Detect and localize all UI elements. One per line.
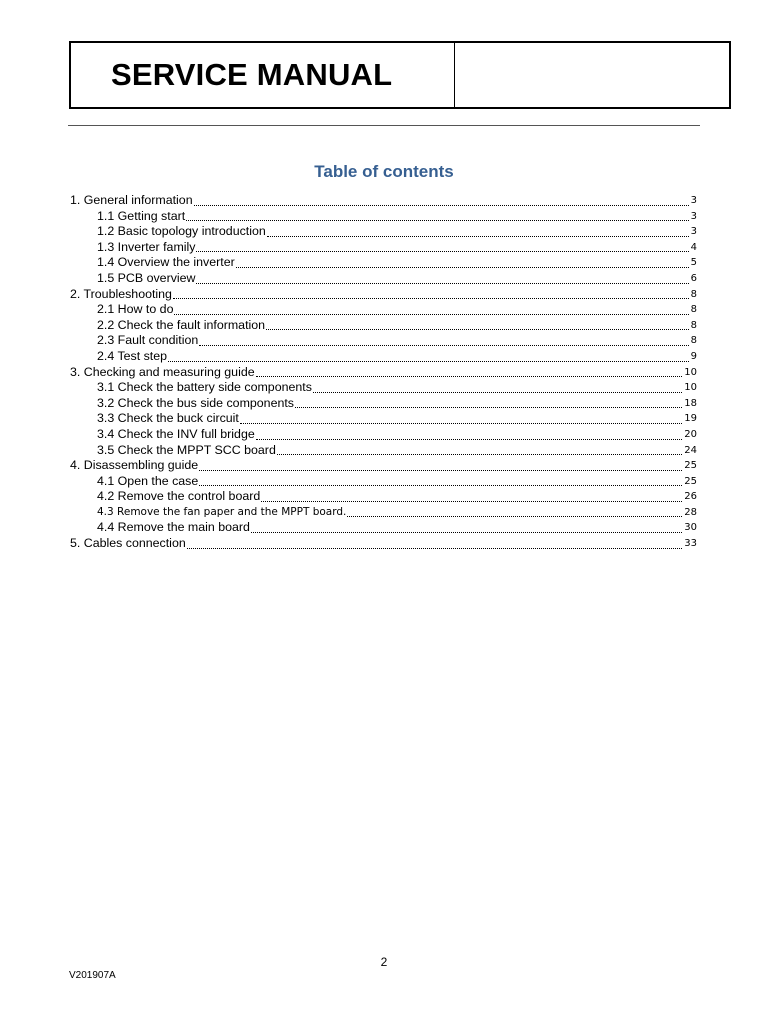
toc-entry-title: 2.2 Check the fault information	[97, 317, 266, 332]
toc-entry-title: 1.2 Basic topology introduction	[97, 224, 266, 239]
toc-entry[interactable]	[70, 302, 697, 318]
dot-leader	[196, 283, 688, 284]
toc-entry-title: 1. General information	[70, 193, 193, 207]
dot-leader	[173, 298, 689, 299]
toc-entry-title: 2.1 How to do	[97, 302, 174, 317]
toc-entry[interactable]	[70, 458, 697, 474]
toc-entry[interactable]	[70, 193, 697, 209]
toc-entry-page: 8	[690, 304, 697, 316]
toc-entry[interactable]	[70, 271, 697, 287]
toc-entry[interactable]	[70, 255, 697, 271]
toc-entry[interactable]	[70, 396, 697, 412]
toc-entry-page: 3	[690, 195, 697, 206]
dot-leader	[187, 548, 683, 549]
toc-entry[interactable]	[70, 474, 697, 490]
dot-leader	[186, 220, 688, 221]
dot-leader	[196, 251, 688, 252]
dot-leader	[251, 532, 682, 533]
dot-leader	[347, 516, 682, 517]
dot-leader	[313, 392, 682, 393]
toc-entry-title: 3. Checking and measuring guide	[70, 364, 255, 379]
toc-entry-title: 4.3 Remove the fan paper and the MPPT board.	[97, 505, 347, 518]
toc-entry[interactable]	[70, 318, 697, 334]
document-title: SERVICE MANUAL	[111, 57, 393, 92]
toc-entry-title: 2.3 Fault condition	[97, 333, 199, 348]
dot-leader	[261, 501, 682, 502]
toc-entry-title: 3.2 Check the bus side components	[97, 395, 294, 410]
toc-entry[interactable]	[70, 443, 697, 459]
toc-entry[interactable]	[70, 520, 697, 536]
dot-leader	[174, 314, 688, 315]
toc-entry-page: 8	[690, 288, 697, 300]
toc-entry[interactable]	[70, 209, 697, 225]
toc-entry-page: 8	[690, 319, 697, 331]
toc-entry-page: 6	[690, 272, 697, 284]
toc-entry-page: 33	[684, 538, 697, 550]
toc-entry-page: 26	[684, 491, 697, 503]
dot-leader	[266, 329, 689, 330]
toc-entry[interactable]	[70, 411, 697, 427]
toc-entry-title: 2. Troubleshooting	[70, 286, 172, 301]
page-number: 2	[380, 955, 388, 969]
toc-entry-title: 1.3 Inverter family	[97, 239, 196, 254]
toc-entry-page: 8	[690, 335, 697, 347]
dot-leader	[240, 423, 682, 424]
dot-leader	[267, 236, 689, 237]
dot-leader	[236, 267, 689, 268]
dot-leader	[168, 361, 689, 362]
toc-entry[interactable]	[70, 349, 697, 365]
toc-entry-title: 3.4 Check the INV full bridge	[97, 426, 255, 441]
toc-entry-title: 4.1 Open the case	[97, 473, 199, 488]
toc-entry[interactable]	[70, 489, 697, 505]
toc-entry-title: 3.1 Check the battery side components	[97, 380, 312, 395]
toc-entry-title: 5. Cables connection	[70, 536, 186, 551]
toc-heading: Table of contents	[314, 162, 454, 181]
toc-entry-page: 24	[684, 444, 697, 456]
toc-entry-page: 28	[684, 506, 697, 518]
toc-entry-page: 20	[684, 428, 697, 440]
toc-entry[interactable]	[70, 365, 697, 381]
toc-entry-page: 25	[684, 475, 697, 487]
version-code: V201907A	[69, 970, 116, 981]
toc-entry-page: 18	[684, 397, 697, 409]
dot-leader	[199, 345, 688, 346]
dot-leader	[194, 205, 689, 206]
toc-entry[interactable]	[70, 224, 697, 240]
dot-leader	[256, 439, 683, 440]
table-of-contents	[70, 193, 697, 552]
dot-leader	[256, 376, 683, 377]
toc-entry[interactable]	[70, 427, 697, 443]
toc-entry-title: 3.5 Check the MPPT SCC board	[97, 442, 276, 457]
toc-entry-page: 10	[684, 366, 697, 378]
toc-entry[interactable]	[70, 287, 697, 303]
toc-entry-title: 4.2 Remove the control board	[97, 489, 261, 504]
toc-entry[interactable]	[70, 240, 697, 256]
toc-entry-title: 1.1 Getting start	[97, 208, 186, 223]
toc-entry-page: 3	[690, 210, 697, 222]
toc-entry-page: 9	[690, 350, 697, 362]
toc-entry[interactable]	[70, 505, 697, 521]
toc-entry-page: 4	[690, 241, 697, 253]
toc-entry-title: 3.3 Check the buck circuit	[97, 411, 239, 426]
header-box	[69, 41, 731, 109]
toc-entry[interactable]	[70, 380, 697, 396]
dot-leader	[295, 407, 682, 408]
dot-leader	[277, 454, 682, 455]
header-empty-cell	[455, 43, 729, 107]
header-title-cell	[71, 43, 455, 107]
toc-entry[interactable]	[70, 536, 697, 552]
toc-entry-page: 10	[684, 382, 697, 394]
dot-leader	[199, 470, 682, 471]
toc-entry[interactable]	[70, 333, 697, 349]
toc-entry-title: 4. Disassembling guide	[70, 458, 199, 473]
toc-entry-page: 3	[690, 226, 697, 238]
toc-entry-title: 1.5 PCB overview	[97, 270, 196, 285]
toc-entry-title: 2.4 Test step	[97, 348, 168, 363]
toc-entry-page: 5	[690, 257, 697, 269]
toc-entry-title: 1.4 Overview the inverter	[97, 255, 235, 270]
toc-entry-page: 30	[684, 522, 697, 534]
header-divider	[68, 125, 700, 126]
toc-entry-title: 4.4 Remove the main board	[97, 520, 250, 535]
toc-entry-page: 25	[684, 460, 697, 472]
toc-entry-page: 19	[684, 413, 697, 425]
dot-leader	[199, 485, 682, 486]
